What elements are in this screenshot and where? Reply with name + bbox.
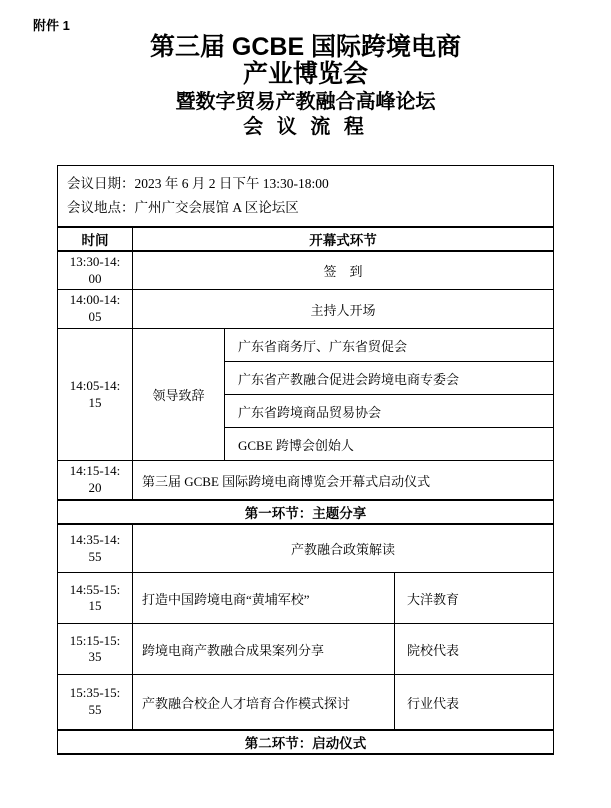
time-line2: 55 — [88, 702, 102, 718]
time-line1: 15:15-15: — [69, 632, 121, 648]
talk-speaker-cell: 大洋教育 — [395, 573, 554, 624]
time-cell — [58, 251, 133, 290]
agenda-row-talk — [58, 624, 554, 675]
talk-speaker-cell: 行业代表 — [395, 675, 554, 730]
meeting-info-row — [58, 166, 554, 227]
agenda-row-leaders-speech — [58, 329, 554, 362]
meeting-location: 会议地点：广州广交会展馆 A 区论坛区 — [67, 200, 299, 215]
time-line1: 14:05-14: — [69, 377, 121, 393]
talk-topic-cell: 跨境电商产教融合成果案列分享 — [133, 624, 395, 675]
time-line1: 14:55-15: — [69, 581, 121, 597]
meeting-info-cell — [58, 166, 554, 227]
time-line2: 05 — [88, 309, 102, 325]
time-line2: 35 — [88, 649, 102, 665]
agenda-row-policy-talk — [58, 524, 554, 573]
attachment-label: 附件 1 — [33, 18, 70, 33]
meeting-date: 会议日期：2023 年 6 月 2 日下午 13:30-18:00 — [67, 176, 329, 192]
time-line1: 14:35-14: — [69, 531, 121, 547]
opening-session-header: 开幕式环节 — [133, 227, 554, 251]
agenda-row-opening-ceremony — [58, 461, 554, 500]
leader-speaker-cell: 广东省跨境商品贸易协会 — [225, 395, 554, 428]
leader-speaker-cell: 广东省商务厅、广东省贸促会 — [225, 329, 554, 362]
agenda-row-talk — [58, 675, 554, 730]
section2-title: 第二环节：启动仪式 — [58, 730, 554, 754]
time-line2: 15 — [88, 598, 102, 614]
time-line1: 13:30-14: — [69, 253, 121, 269]
time-cell — [58, 290, 133, 329]
section-header-row-2 — [58, 730, 554, 754]
time-cell — [58, 524, 133, 573]
leader-speaker-cell: 广东省产教融合促进会跨境电商专委会 — [225, 362, 554, 395]
agenda-table — [57, 165, 554, 755]
time-line1: 15:35-15: — [69, 685, 121, 701]
time-line2: 20 — [88, 480, 102, 496]
time-cell — [58, 573, 133, 624]
page-heading: 会 议 流 程 — [243, 116, 368, 139]
activity-cell: 主持人开场 — [133, 290, 554, 329]
talk-speaker-cell: 院校代表 — [395, 624, 554, 675]
time-line2: 15 — [88, 394, 102, 410]
page-title-line1: 第三届 GCBE 国际跨境电商 — [149, 33, 462, 61]
column-header-row — [58, 227, 554, 251]
activity-cell: 产教融合政策解读 — [133, 524, 554, 573]
time-line1: 14:15-14: — [69, 463, 121, 479]
agenda-row-sign-in — [58, 251, 554, 290]
talk-topic-cell: 打造中国跨境电商“黄埔军校” — [133, 573, 395, 624]
time-line2: 00 — [88, 270, 102, 286]
page-title-line2: 产业博览会 — [242, 59, 368, 88]
time-line1: 14:00-14: — [69, 292, 121, 308]
agenda-row-talk — [58, 573, 554, 624]
activity-cell: 签 到 — [133, 251, 554, 290]
section1-title: 第一环节：主题分享 — [58, 500, 554, 524]
agenda-row-host-opening — [58, 290, 554, 329]
leader-speaker-cell: GCBE 跨博会创始人 — [225, 428, 554, 461]
time-line2: 55 — [88, 548, 102, 564]
activity-cell: 第三届 GCBE 国际跨境电商博览会开幕式启动仪式 — [133, 461, 554, 500]
time-cell — [58, 329, 133, 461]
section-header-row-1 — [58, 500, 554, 524]
time-cell — [58, 675, 133, 730]
title-block — [0, 0, 611, 138]
time-cell — [58, 624, 133, 675]
leaders-speech-label: 领导致辞 — [133, 329, 225, 461]
page-subtitle: 暨数字贸易产教融合高峰论坛 — [175, 91, 436, 113]
time-cell — [58, 461, 133, 500]
time-column-header: 时间 — [58, 227, 133, 251]
talk-topic-cell: 产教融合校企人才培育合作模式探讨 — [133, 675, 395, 730]
